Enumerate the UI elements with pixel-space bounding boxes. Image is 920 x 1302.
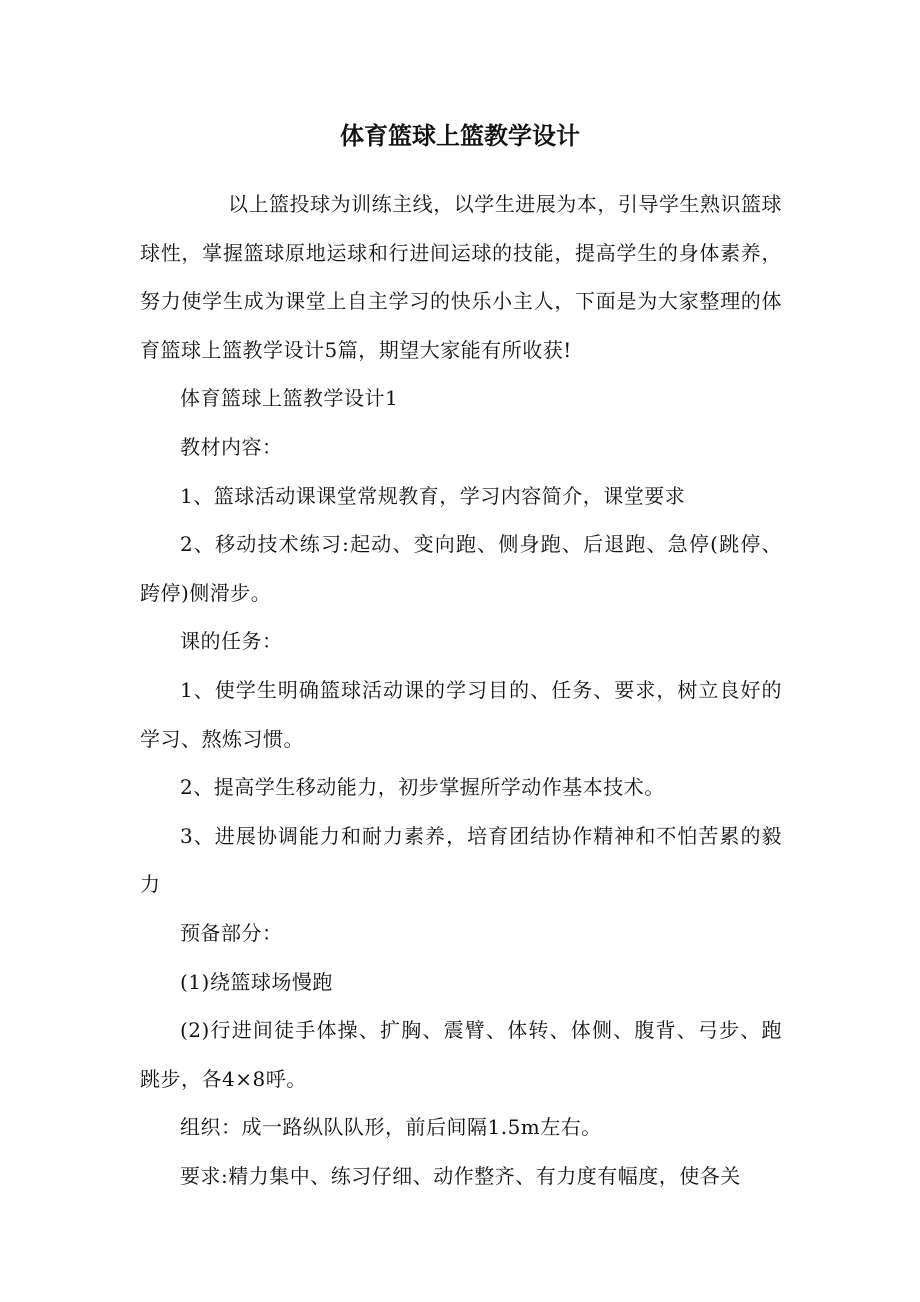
intro-paragraph: 以上篮投球为训练主线，以学生进展为本，引导学生熟识篮球球性，掌握篮球原地运球和行进间运球的技能，提高学生的身体素养，努力使学生成为课堂上自主学习的快乐小主人，下面是为大家整理的体育篮球上篮教学设计5篇，期望大家能有所收获! [140, 192, 782, 362]
document-title: 体育篮球上篮教学设计 [340, 122, 580, 150]
subheading-tasks: 课的任务： [180, 629, 283, 654]
preparation-item-2: (2)行进间徒手体操、扩胸、震臂、体转、体侧、腹背、弓步、跑跳步，各4×8呼。 [140, 1018, 782, 1091]
requirement-note: 要求:精力集中、练习仔细、动作整齐、有力度有幅度，使各关 [180, 1163, 741, 1188]
organization-note: 组织：成一路纵队队形，前后间隔1.5m左右。 [180, 1115, 602, 1140]
section-heading: 体育篮球上篮教学设计1 [180, 386, 399, 411]
task-item-1: 1、使学生明确篮球活动课的学习目的、任务、要求，树立良好的学习、熬炼习惯。 [140, 677, 782, 751]
subheading-preparation: 预备部分： [180, 920, 283, 945]
content-item-1: 1、篮球活动课课堂常规教育，学习内容简介，课堂要求 [180, 483, 686, 508]
task-item-3: 3、进展协调能力和耐力素养，培育团结协作精神和不怕苦累的毅力 [140, 823, 782, 897]
preparation-item-1: (1)绕篮球场慢跑 [180, 969, 333, 994]
document-body [140, 180, 782, 1200]
content-item-2: 2、移动技术练习:起动、变向跑、侧身跑、后退跑、急停(跳停、跨停)侧滑步。 [140, 532, 782, 605]
subheading-content: 教材内容： [180, 434, 283, 459]
task-item-2: 2、提高学生移动能力，初步掌握所学动作基本技术。 [180, 775, 665, 800]
